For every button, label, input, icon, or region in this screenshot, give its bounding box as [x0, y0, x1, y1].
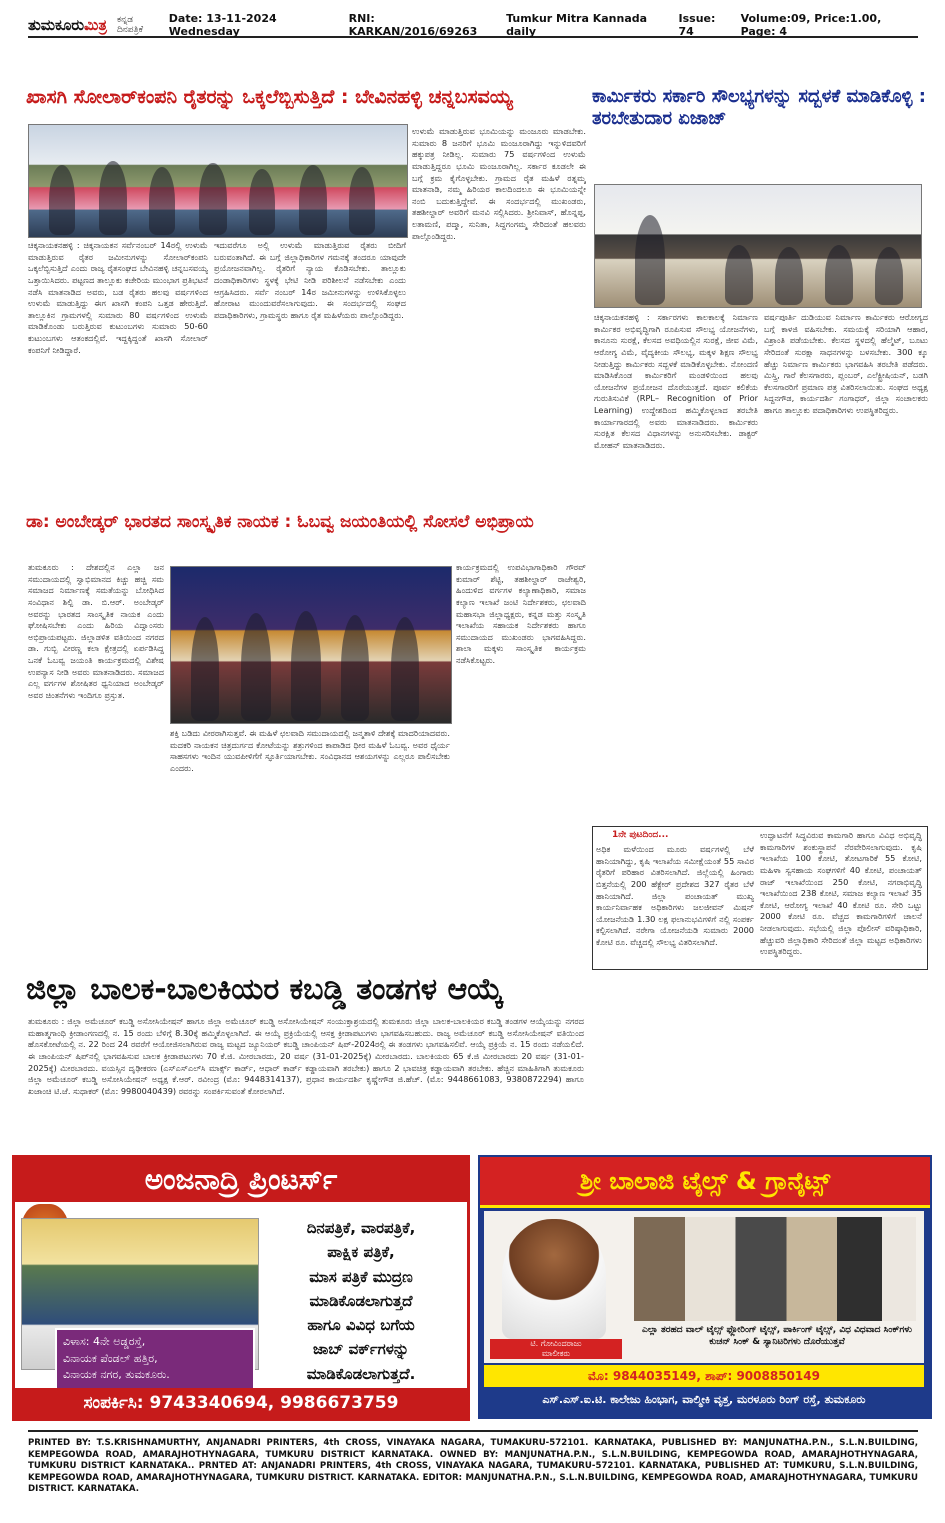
ad2-title: ಶ್ರೀ ಬಾಲಾಜಿ ಟೈಲ್ಸ್ & ಗ್ರಾನೈಟ್ಸ್ — [480, 1157, 930, 1208]
story3-column-3: ಕಾರ್ಯಕ್ರಮದಲ್ಲಿ ಉಪವಿಭಾಗಾಧಿಕಾರಿ ಗೌರವ್ ಕುಮಾರ್ ಶೆಟ್ಟಿ, ತಹಶೀಲ್ದಾರ್ ರಾಜೇಶ್ವರಿ, ಹಿಂದುಳಿದ ವರ್ಗಗಳ ಕಲ್ಯಾಣಾಧಿಕಾರಿ, ಸಮಾಜ ಕಲ್ಯಾಣ ಇಲಾಖೆ ಜಂಟಿ ನಿರ್ದೇಶಕರು, ಛಲವಾದಿ ಮಹಾಸಭಾ ಜಿಲ್ಲಾಧ್ಯಕ್ಷರು, ಕನ್ನಡ ಮತ್ತು ಸಂಸ್ಕೃತಿ ಇಲಾಖೆಯ ಸಹಾಯಕ ನಿರ್ದೇಶಕರು ಹಾಗೂ ಸಮುದಾಯದ ಮುಖಂಡರು ಭಾಗವಹಿಸಿದ್ದರು. ಶಾಲಾ ಮಕ್ಕಳು ಸಾಂಸ್ಕೃತಿಕ ಕಾರ್ಯಕ್ರಮ ನಡೆಸಿಕೊಟ್ಟರು. — [456, 562, 586, 666]
ad2-panel — [484, 1211, 924, 1363]
story2-column-2: ವರ್ಷಪೂರ್ತಿ ದುಡಿಯುವ ನಿರ್ಮಾಣ ಕಾರ್ಮಿಕರು ಆರೋಗ್ಯದ ಬಗ್ಗೆ ಕಾಳಜಿ ವಹಿಸಬೇಕು. ಸಮಯಕ್ಕೆ ಸರಿಯಾಗಿ ಆಹಾರ, ವಿಶ್ರಾಂತಿ ಪಡೆಯಬೇಕು. ಕೆಲಸದ ಸ್ಥಳದಲ್ಲಿ ಹೆಲ್ಮೆಟ್, ಬೂಟು ಸೇರಿದಂತೆ ಸುರಕ್ಷಾ ಸಾಧನಗಳನ್ನು ಬಳಸಬೇಕು. 300 ಕ್ಕೂ ಹೆಚ್ಚು ನಿರ್ಮಾಣ ಕಾರ್ಮಿಕರು ಭಾಗವಹಿಸಿ ತರಬೇತಿ ಪಡೆದರು. ಮಿಸ್ತ್ರಿ, ಗಾರೆ ಕೆಲಸಗಾರರು, ಪ್ಲಂಬರ್, ಎಲೆಕ್ಟ್ರೀಷಿಯನ್, ಬಡಗಿ ಕೆಲಸಗಾರರಿಗೆ ಪ್ರಮಾಣ ಪತ್ರ ವಿತರಿಸಲಾಯಿತು. ಸಂಘದ ಅಧ್ಯಕ್ಷ ಸಿದ್ದನಗೌಡ, ಕಾರ್ಯದರ್ಶಿ ಗಂಗಾಧರ್, ಜಿಲ್ಲಾ ಸಂಚಾಲಕರು ಹಾಗೂ ತಾಲ್ಲೂಕು ಪದಾಧಿಕಾರಿಗಳು ಉಪಸ್ಥಿತರಿದ್ದರು. — [764, 312, 928, 416]
masthead-subtitle: ಕನ್ನಡ ದಿನಪತ್ರಿಕೆ — [116, 15, 144, 35]
story1-headline: ಖಾಸಗಿ ಸೋಲಾರ್‌ಕಂಪನಿ ರೈತರನ್ನು ಒಕ್ಕಲೆಬ್ಬಿಸುತ್ತಿದೆ : ಬೇವಿನಹಳ್ಳಿ ಚನ್ನಬಸವಯ್ಯ — [26, 86, 513, 108]
masthead — [28, 14, 918, 38]
ad2-description: ಎಲ್ಲಾ ತರಹದ ವಾಲ್ ಟೈಲ್ಸ್ ಫ್ಲೋರಿಂಗ್ ಟೈಲ್ಸ್, ಪಾರ್ಕಿಂಗ್ ಟೈಲ್ಸ್, ವಿಧ ವಿಧವಾದ ಸಿಂಕ್‌ಗಳು ಕುಚನ್ ಸಿಂಕ್ & ಸ್ಯಾನಿಟರಿಗಳು ದೊರೆಯುತ್ತವೆ — [642, 1325, 912, 1347]
ad1-title: ಅಂಜನಾದ್ರಿ ಪ್ರಿಂಟರ್ಸ್ — [15, 1158, 467, 1202]
story1-column-1: ಚಿಕ್ಕನಾಯಕನಹಳ್ಳಿ : ಚಿಕ್ಕನಾಯಕನ ಸರ್ವೆನಂಬರ್ 14ರಲ್ಲಿ ಉಳುಮೆ ಮಾಡುತ್ತಿರುವ ರೈತರ ಜಮೀನುಗಳನ್ನು ಸೋಲಾರ್‌ಕಂಪನಿ ಒಕ್ಕಲೆಬ್ಬಿಸುತ್ತಿದೆ ಎಂದು ರಾಜ್ಯ ರೈತಸಂಘದ ಬೇವಿನಹಳ್ಳಿ ಚನ್ನಬಸವಯ್ಯ ಒತ್ತಾಯಿಸಿದರು. ಪಟ್ಟಣದ ತಾಲ್ಲೂಕು ಕಚೇರಿಯ ಮುಂಭಾಗ ಪ್ರತಿಭಟನೆ ನಡೆಸಿ ಮಾತನಾಡಿದ ಅವರು, ಬಡ ರೈತರು ಹಲವು ವರ್ಷಗಳಿಂದ ಉಳುಮೆ ಮಾಡುತ್ತಿದ್ದು ಈಗ ಖಾಸಗಿ ಕಂಪನಿ ಒತ್ತಡ ಹೇರುತ್ತಿದೆ. ತಾಲ್ಲೂಕಿನ ಗ್ರಾಮಗಳಲ್ಲಿ ಸುಮಾರು 80 ವರ್ಷಗಳಿಂದ ಉಳುಮೆ ಮಾಡಿಕೊಂಡು ಬರುತ್ತಿರುವ ಕುಟುಂಬಗಳು ಸುಮಾರು 50-60 ಕುಟುಂಬಗಳು ಆತಂಕದಲ್ಲಿವೆ. ಇದ್ದಕ್ಕಿದ್ದಂತೆ ಖಾಸಗಿ ಸೋಲಾರ್ ಕಂಪನಿಗೆ ನೀಡಿದ್ದಾರೆ. — [28, 240, 208, 355]
story1-column-2: ಇದುವರೆಗೂ ಅಲ್ಲಿ ಉಳುಮೆ ಮಾಡುತ್ತಿರುವ ರೈತರು ಬೀದಿಗೆ ಬರುವಂತಾಗಿದೆ. ಈ ಬಗ್ಗೆ ಜಿಲ್ಲಾಧಿಕಾರಿಗಳ ಗಮನಕ್ಕೆ ತಂದರೂ ಯಾವುದೇ ಪ್ರಯೋಜನವಾಗಿಲ್ಲ. ರೈತರಿಗೆ ನ್ಯಾಯ ಕೊಡಿಸಬೇಕು. ತಾಲ್ಲೂಕು ದಂಡಾಧಿಕಾರಿಗಳು ಸ್ಥಳಕ್ಕೆ ಭೇಟಿ ನೀಡಿ ಪರಿಶೀಲನೆ ನಡೆಸಬೇಕು ಎಂದು ಆಗ್ರಹಿಸಿದರು. ಸರ್ವೆ ನಂಬರ್ 14ರ ಜಮೀನುಗಳನ್ನು ಉಳಿಸಿಕೊಳ್ಳಲು ಹೋರಾಟ ಮುಂದುವರೆಸಲಾಗುವುದು. ಈ ಸಂದರ್ಭದಲ್ಲಿ ಸಂಘದ ಪದಾಧಿಕಾರಿಗಳು, ಗ್ರಾಮಸ್ಥರು ಹಾಗೂ ರೈತ ಮಹಿಳೆಯರು ಪಾಲ್ಗೊಂಡಿದ್ದರು. — [214, 240, 406, 320]
story2-photo — [594, 184, 922, 308]
ad1-phone: ಸಂಪರ್ಕಿಸಿ: 9743340694, 9986673759 — [15, 1388, 467, 1418]
story2-headline: ಕಾರ್ಮಿಕರು ಸರ್ಕಾರಿ ಸೌಲಭ್ಯಗಳನ್ನು ಸದ್ಬಳಕೆ ಮಾಡಿಕೊಳ್ಳಿ : ತರಬೇತುದಾರ ಏಜಾಜ್ — [592, 86, 926, 129]
story1-column-3: ಉಳುಮೆ ಮಾಡುತ್ತಿರುವ ಭೂಮಿಯನ್ನು ಮಂಜೂರು ಮಾಡಬೇಕು. ಸುಮಾರು 8 ಜನರಿಗೆ ಭೂಮಿ ಮಂಜೂರಾಗಿದ್ದು ಇನ್ನುಳಿದವರಿಗೆ ಹಕ್ಕುಪತ್ರ ನೀಡಿಲ್ಲ. ಸುಮಾರು 75 ವರ್ಷಗಳಿಂದ ಉಳುಮೆ ಮಾಡುತ್ತಿದ್ದರೂ ಭೂಮಿ ಮಂಜೂರಾಗಿಲ್ಲ. ಸರ್ಕಾರ ಕೂಡಲೇ ಈ ಬಗ್ಗೆ ಕ್ರಮ ಕೈಗೊಳ್ಳಬೇಕು. ಗ್ರಾಮದ ರೈತ ಮಹಿಳೆ ರತ್ನಮ್ಮ ಮಾತನಾಡಿ, ನಮ್ಮ ಹಿರಿಯರ ಕಾಲದಿಂದಲೂ ಈ ಭೂಮಿಯನ್ನೇ ನಂಬಿ ಬದುಕುತ್ತಿದ್ದೇವೆ. ಈ ಸಂದರ್ಭದಲ್ಲಿ ಮುಖಂಡರು, ತಹಶೀಲ್ದಾರ್ ಅವರಿಗೆ ಮನವಿ ಸಲ್ಲಿಸಿದರು. ಶ್ರೀನಿವಾಸ್, ಹೊನ್ನಪ್ಪ, ಲತಾಮಣಿ, ಪದ್ಮಾ, ಸುನಿತಾ, ಸಿದ್ದಗಂಗಮ್ಮ ಸೇರಿದಂತೆ ಹಲವರು ಪಾಲ್ಗೊಂಡಿದ್ದರು. — [412, 126, 586, 241]
masthead-logo: ತುಮಕೂರುಮಿತ್ರ — [28, 16, 107, 34]
continued-story-column-1: ಅಧಿಕ ಮಳೆಯಿಂದ ಮೂರು ವರ್ಷಗಳಲ್ಲಿ ಬೆಳೆ ಹಾನಿಯಾಗಿದ್ದು, ಕೃಷಿ ಇಲಾಖೆಯ ಸಮೀಕ್ಷೆಯಂತೆ 55 ಸಾವಿರ ರೈತರಿಗೆ ಪರಿಹಾರ ವಿತರಿಸಲಾಗಿದೆ. ಜಿಲ್ಲೆಯಲ್ಲಿ ಹಿಂಗಾರು ಬಿತ್ತನೆಯಲ್ಲಿ 200 ಹೆಕ್ಟೇರ್ ಪ್ರದೇಶದ 327 ರೈತರ ಬೆಳೆ ಹಾನಿಯಾಗಿದೆ. ಜಿಲ್ಲಾ ಪಂಚಾಯತ್ ಮುಖ್ಯ ಕಾರ್ಯನಿರ್ವಾಹಕ ಅಧಿಕಾರಿಗಳು ಜಲಜೀವನ್ ಮಿಷನ್ ಯೋಜನೆಯಡಿ 1.30 ಲಕ್ಷ ಫಲಾನುಭವಿಗಳಿಗೆ ನಲ್ಲಿ ಸಂಪರ್ಕ ಕಲ್ಪಿಸಲಾಗಿದೆ. ನರೇಗಾ ಯೋಜನೆಯಡಿ ಸುಮಾರು 2000 ಕೋಟಿ ರೂ. ವೆಚ್ಚದಲ್ಲಿ ಸೌಲಭ್ಯ ವಿತರಿಸಲಾಗಿದೆ. — [596, 844, 754, 948]
continued-story-label: 1ನೇ ಪುಟದಿಂದ... — [612, 830, 669, 840]
story3-column-2: ಶಕ್ತಿ ಬಡಿದು ವೀರರಾಗಿಸುತ್ತವೆ. ಈ ಮಹಿಳೆ ಛಲವಾದಿ ಸಮುದಾಯದಲ್ಲಿ ಜನ್ಮತಾಳಿ ದೇಶಕ್ಕೆ ಮಾದರಿಯಾದವರು. ಮದಕರಿ ನಾಯಕನ ಚಿತ್ರದುರ್ಗದ ಕೋಟೆಯನ್ನು ಶತ್ರುಗಳಿಂದ ಕಾಪಾಡಿದ ಧೀರ ಮಹಿಳೆ ಓಬವ್ವ. ಅವರ ಧೈರ್ಯ ಸಾಹಸಗಳು ಇಂದಿನ ಯುವಪೀಳಿಗೆಗೆ ಸ್ಫೂರ್ತಿಯಾಗಬೇಕು. ಸಂವಿಧಾನದ ಆಶಯಗಳನ್ನು ಎಲ್ಲರೂ ಪಾಲಿಸಬೇಕು ಎಂದರು. — [170, 728, 450, 773]
owner-photo — [502, 1219, 606, 1339]
ad-anjanadri-printers — [12, 1155, 470, 1421]
masthead-volume: Volume:09, Price:1.00, Page: 4 — [740, 12, 882, 38]
story5-body: ತುಮಕೂರು : ಜಿಲ್ಲಾ ಅಮೆಚೂರ್ ಕಬಡ್ಡಿ ಅಸೋಸಿಯೇಷನ್ ಹಾಗೂ ಜಿಲ್ಲಾ ಅಮೆಚೂರ್ ಕಬಡ್ಡಿ ಅಸೋಸಿಯೇಷನ್ ಸಂಯುಕ್ತಾಶ್ರಯದಲ್ಲಿ ತುಮಕೂರು ಜಿಲ್ಲಾ ಬಾಲಕ-ಬಾಲಕಿಯರ ಕಬಡ್ಡಿ ತಂಡಗಳ ಆಯ್ಕೆಯನ್ನು ನಗರದ ಮಹಾತ್ಮಗಾಂಧಿ ಕ್ರೀಡಾಂಗಣದಲ್ಲಿ ನ. 15 ರಂದು ಬೆಳಿಗ್ಗೆ 8.30ಕ್ಕೆ ಹಮ್ಮಿಕೊಳ್ಳಲಾಗಿದೆ. ಈ ಆಯ್ಕೆ ಪ್ರಕ್ರಿಯೆಯಲ್ಲಿ ಆಸಕ್ತ ಕ್ರೀಡಾಪಟುಗಳು ಭಾಗವಹಿಸಬಹುದು. ರಾಜ್ಯ ಅಮೆಚೂರ್ ಕಬಡ್ಡಿ ಅಸೋಸಿಯೇಷನ್ ವತಿಯಿಂದ ಹೊಸಕೋಟೆಯಲ್ಲಿ ನ. 22 ರಿಂದ 24 ರವರೆಗೆ ಆಯೋಜಿಸಲಾಗಿರುವ ರಾಜ್ಯ ಮಟ್ಟದ ಜ್ಯೂನಿಯರ್ ಕಬಡ್ಡಿ ಚಾಂಪಿಯನ್ ಷಿಪ್-2024ರಲ್ಲಿ ಈ ತಂಡಗಳು ಭಾಗವಹಿಸಲಿವೆ. ಆಯ್ಕೆ ಪ್ರಕ್ರಿಯೆ ನ. 15 ರಂದು ನಡೆಯಲಿದೆ. ಈ ಚಾಂಪಿಯನ್ ಷಿಪ್‌ನಲ್ಲಿ ಭಾಗವಹಿಸುವ ಬಾಲಕ ಕ್ರೀಡಾಪಟುಗಳು 70 ಕೆ.ಜಿ. ಮೀರಬಾರದು, 20 ವರ್ಷ (31-01-2025ಕ್ಕೆ) ಮೀರಬಾರದು. ಬಾಲಕಿಯರು 65 ಕೆ.ಜಿ ಮೀರಬಾರದು 20 ವರ್ಷ (31-01-2025ಕ್ಕೆ) ಮೀರಬಾರದು. ವಯಸ್ಸಿನ ದೃಢೀಕರಣ (ಎಸ್ಎಸ್ಎಲ್‌ಸಿ ಮಾರ್ಕ್ಸ್ ಕಾರ್ಡ್, ಆಧಾರ್ ಕಾರ್ಡ್ ಕಡ್ಡಾಯವಾಗಿ ತರಬೇಕು) ಹಾಗೂ 2 ಭಾವಚಿತ್ರ ಕಡ್ಡಾಯವಾಗಿ ತರಬೇಕು. ಹೆಚ್ಚಿನ ಮಾಹಿತಿಗಾಗಿ ತುಮಕೂರು ಜಿಲ್ಲಾ ಅಮೆಚೂರ್ ಕಬಡ್ಡಿ ಅಸೋಸಿಯೇಷನ್ ಅಧ್ಯಕ್ಷ ಕೆ.ಆರ್. ರವೀಂದ್ರ (ಮೊ: 9448314137), ಪ್ರಧಾನ ಕಾರ್ಯದರ್ಶಿ ಕೃಷ್ಣೇಗೌಡ ಜಿ.ಹೆಚ್. (ಮೊ: 9448661083, 9380872294) ಹಾಗೂ ಖಜಾಂಚಿ ಟಿ.ಜೆ. ಸುಧಾಕರ್ (ಮೊ: 9980040439) ರವರನ್ನು ಸಂಪರ್ಕಿಸುವಂತೆ ಕೋರಲಾಗಿದೆ. — [28, 1016, 584, 1096]
story1-photo — [28, 124, 408, 238]
masthead-issue: Issue: 74 — [678, 12, 716, 38]
ad-balaji-tiles — [478, 1155, 932, 1419]
story3-photo — [170, 566, 452, 724]
masthead-paper-name: Tumkur Mitra Kannada daily — [506, 12, 648, 38]
story2-column-1: ಚಿಕ್ಕನಾಯಕನಹಳ್ಳಿ : ಸರ್ಕಾರಗಳು ಕಾಲಕಾಲಕ್ಕೆ ನಿರ್ಮಾಣ ಕಾರ್ಮಿಕರ ಅಭಿವೃದ್ಧಿಗಾಗಿ ರೂಪಿಸುವ ಸೌಲಭ್ಯ ಯೋಜನೆಗಳು, ಕಾನೂನು ಸುರಕ್ಷೆ, ಕೆಲಸದ ಅವಧಿಯಲ್ಲಿನ ಸುರಕ್ಷೆ, ಜೀವ ವಿಮೆ, ಆರೋಗ್ಯ ವಿಮೆ, ವೈದ್ಯಕೀಯ ಸೌಲಭ್ಯ, ಮಕ್ಕಳ ಶಿಕ್ಷಣ ಸೌಲಭ್ಯ ನೀಡುತ್ತಿದ್ದು ಕಾರ್ಮಿಕರು ಸದ್ಬಳಕೆ ಮಾಡಿಕೊಳ್ಳಬೇಕು. ನೋಂದಣಿ ಮಾಡಿಸಿಕೊಂಡ ಕಾರ್ಮಿಕರಿಗೆ ಮಂಡಳಿಯಿಂದ ಹಲವು ಯೋಜನೆಗಳ ಪ್ರಯೋಜನ ದೊರೆಯುತ್ತದೆ. ಪೂರ್ವ ಕಲಿಕೆಯ ಗುರುತಿಸುವಿಕೆ (RPL– Recognition of Prior Learning) ಉದ್ದೇಶದಿಂದ ಹಮ್ಮಿಕೊಳ್ಳಲಾದ ತರಬೇತಿ ಕಾರ್ಯಾಗಾರದಲ್ಲಿ ಅವರು ಮಾತನಾಡಿದರು. ಕಾರ್ಮಿಕರು ಸುರಕ್ಷಿತ ಕೆಲಸದ ವಿಧಾನಗಳನ್ನು ಅನುಸರಿಸಬೇಕು. ಡಾಕ್ಟರ್ ಮೋಹನ್ ಮಾತನಾಡಿದರು. — [594, 312, 758, 451]
masthead-date: Date: 13-11-2024 Wednesday — [168, 12, 277, 38]
story3-column-1: ತುಮಕೂರು : ದೇಶದಲ್ಲಿನ ಎಲ್ಲಾ ಜನ ಸಮುದಾಯದಲ್ಲಿ ಸ್ವಾಭಿಮಾನದ ಕಿಚ್ಚು ಹಚ್ಚಿ ಸಮ ಸಮಾಜದ ನಿರ್ಮಾಣಕ್ಕೆ ಸಮತೆಯನ್ನು ಬೋಧಿಸಿದ ಸಂವಿಧಾನ ಶಿಲ್ಪಿ ಡಾ. ಬಿ.ಆರ್. ಅಂಬೇಡ್ಕರ್ ಅವರನ್ನು ಭಾರತದ ಸಾಂಸ್ಕೃತಿಕ ನಾಯಕ ಎಂದು ಘೋಷಿಸಬೇಕು ಎಂದು ಹಿರಿಯ ವಿದ್ವಾಂಸರು ಅಭಿಪ್ರಾಯಪಟ್ಟರು. ಜಿಲ್ಲಾಡಳಿತ ವತಿಯಿಂದ ನಗರದ ಡಾ. ಗುಬ್ಬಿ ವೀರಣ್ಣ ಕಲಾ ಕ್ಷೇತ್ರದಲ್ಲಿ ಏರ್ಪಡಿಸಿದ್ದ ಒನಕೆ ಓಬವ್ವ ಜಯಂತಿ ಕಾರ್ಯಕ್ರಮದಲ್ಲಿ ವಿಶೇಷ ಉಪನ್ಯಾಸ ನೀಡಿ ಅವರು ಮಾತನಾಡಿದರು. ಸಮಾಜದ ಎಲ್ಲ ವರ್ಗಗಳ ಶೋಷಿತರ ಧ್ವನಿಯಾದ ಅಂಬೇಡ್ಕರ್ ಅವರ ಚಿಂತನೆಗಳು ಇಂದಿಗೂ ಪ್ರಸ್ತುತ. — [28, 562, 164, 701]
masthead-rni: RNI: KARKAN/2016/69263 — [348, 12, 478, 38]
ad2-address: ಎಸ್.ಎಸ್.ಐ.ಟಿ. ಕಾಲೇಜು ಹಿಂಭಾಗ, ವಾಲ್ಮೀಕಿ ವೃತ್ತ, ಮರಳೂರು ರಿಂಗ್ ರಸ್ತೆ, ತುಮಕೂರು — [542, 1393, 866, 1406]
ad2-phones: ಮೊ: 9844035149, ಶಾಪ್: 9008850149 — [484, 1365, 924, 1387]
continued-story-column-2: ಉದ್ಘಾಟನೆಗೆ ಸಿದ್ಧವಿರುವ ಕಾಮಗಾರಿ ಹಾಗೂ ವಿವಿಧ ಅಭಿವೃದ್ಧಿ ಕಾಮಗಾರಿಗಳ ಶಂಕುಸ್ಥಾಪನೆ ನೆರವೇರಿಸಲಾಗುವುದು. ಕೃಷಿ ಇಲಾಖೆಯ 100 ಕೋಟಿ, ತೋಟಗಾರಿಕೆ 55 ಕೋಟಿ, ಮಹಿಳಾ ಸ್ವಸಹಾಯ ಸಂಘಗಳಿಗೆ 40 ಕೋಟಿ, ಪಂಚಾಯತ್ ರಾಜ್ ಇಲಾಖೆಯಿಂದ 250 ಕೋಟಿ, ನಗರಾಭಿವೃದ್ಧಿ ಇಲಾಖೆಯಿಂದ 238 ಕೋಟಿ, ಸಮಾಜ ಕಲ್ಯಾಣ ಇಲಾಖೆ 35 ಕೋಟಿ, ಆರೋಗ್ಯ ಇಲಾಖೆ 40 ಕೋಟಿ ರೂ. ಸೇರಿ ಒಟ್ಟು 2000 ಕೋಟಿ ರೂ. ವೆಚ್ಚದ ಕಾಮಗಾರಿಗಳಿಗೆ ಚಾಲನೆ ನೀಡಲಾಗುವುದು. ಸಭೆಯಲ್ಲಿ ಜಿಲ್ಲಾ ಪೊಲೀಸ್ ವರಿಷ್ಠಾಧಿಕಾರಿ, ಹೆಚ್ಚುವರಿ ಜಿಲ್ಲಾಧಿಕಾರಿ ಸೇರಿದಂತೆ ಜಿಲ್ಲಾ ಮಟ್ಟದ ಅಧಿಕಾರಿಗಳು ಉಪಸ್ಥಿತರಿದ್ದರು. — [760, 830, 922, 957]
ad2-owner-name: ಟಿ. ಗೋವಿಂದರಾಜು ಮಾಲೀಕರು — [490, 1339, 622, 1359]
story5-headline: ಜಿಲ್ಲಾ ಬಾಲಕ-ಬಾಲಕಿಯರ ಕಬಡ್ಡಿ ತಂಡಗಳ ಆಯ್ಕೆ — [26, 972, 504, 1007]
ad1-address: ವಿಳಾಸ: 4ನೇ ಅಡ್ಡರಸ್ತೆ, ವಿನಾಯಕ ಪೆಂಡಲ್ ಹತ್ತಿರ, ವಿನಾಯಕ ನಗರ, ತುಮಕೂರು. — [55, 1328, 255, 1390]
tiles-photo — [634, 1217, 916, 1321]
ad1-services: ದಿನಪತ್ರಿಕೆ, ವಾರಪತ್ರಿಕೆ, ಪಾಕ್ಷಿಕ ಪತ್ರಿಕೆ, ಮಾಸ ಪತ್ರಿಕೆ ಮುದ್ರಣ ಮಾಡಿಕೊಡಲಾಗುತ್ತದೆ ಹಾಗೂ ವಿವಿಧ ಬಗೆಯ ಜಾಬ್ ವರ್ಕ್‌ಗಳನ್ನು ಮಾಡಿಕೊಡಲಾಗುತ್ತದೆ. — [306, 1219, 416, 1383]
story3-headline: ಡಾ: ಅಂಬೇಡ್ಕರ್ ಭಾರತದ ಸಾಂಸ್ಕೃತಿಕ ನಾಯಕ : ಓಬವ್ವ ಜಯಂತಿಯಲ್ಲಿ ಸೋಸಲೆ ಅಭಿಪ್ರಾಯ — [26, 512, 534, 532]
imprint-line: PRINTED BY: T.S.KRISHNAMURTHY, ANJANADRI PRINTERS, 4th CROSS, VINAYAKA NAGARA, TUMAKURU-572101. KARNATAKA, PUBLISHED BY: MANJUNATHA.P.N., S.L.N.BUILDING, KEMPEGOWDA ROAD, AMARAJHOTHYNAGARA, TUMKURU DISTRICT KARNATAKA. OWNED BY: MANJUNATHA.P.N., S.L.N.BUILDING, KEMPEGOWDA ROAD, AMARAJHOTHYNAGARA, TUMKURU DISTRICT KARNATAKA.. PRNTED AT: ANJANADRI PRINTERS, 4th CROSS, VINAYAKA NAGARA, TUMAKURU-572101. KARNATAKA, PUBLISHED AT: TUMKURU, S.L.N.BUILDING, KEMPEGOWDA ROAD, AMARAJHOTHYNAGARA, TUMKURU DISTRICT. KARNATAKA. EDITOR: MANJUNATHA.P.N., S.L.N.BUILDING, KEMPEGOWDA ROAD, AMARAJHOTHYNAGARA, TUMKURU DISTRICT. KARNATAKA. — [28, 1430, 918, 1496]
